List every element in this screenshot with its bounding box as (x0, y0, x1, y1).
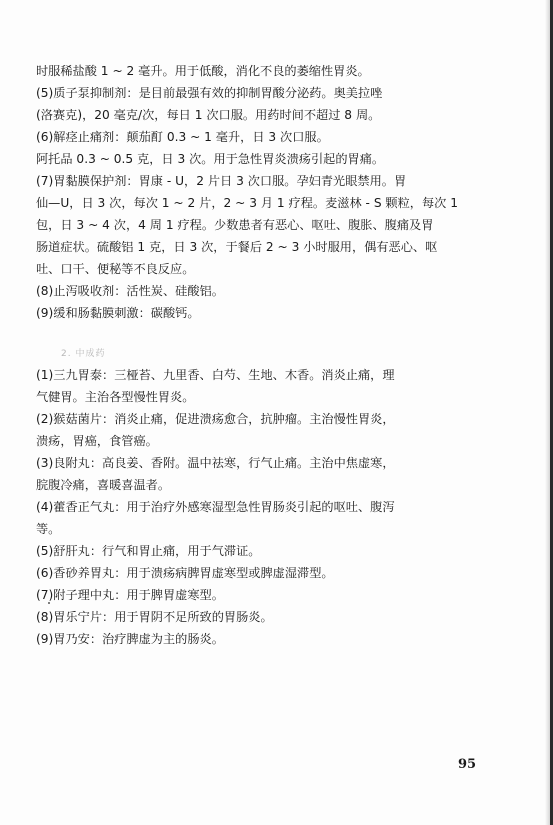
chinese-medicine-section (36, 364, 501, 650)
text-line: (3)良附丸：高良姜、香附。温中祛寒，行气止痛。主治中焦虚寒， (36, 456, 395, 470)
text-line: (6)香砂养胃丸：用于溃疡病脾胃虚寒型或脾虚湿滞型。 (36, 566, 334, 580)
text-line: 肠道症状。硫酸铝 1 克，日 3 次，于餐后 2 ~ 3 小时服用，偶有恶心、呕 (36, 240, 438, 254)
text-line: 吐、口干、便秘等不良反应。 (36, 262, 195, 276)
text-line: (洛赛克)，20 毫克/次，每日 1 次口服。用药时间不超过 8 周。 (36, 108, 381, 122)
text-line: 脘腹冷痛，喜暖喜温者。 (36, 478, 171, 492)
text-line: 溃疡，胃癌，食管癌。 (36, 434, 158, 448)
western-medicine-section (36, 60, 501, 324)
text-line: (4)藿香正气丸：用于治疗外感寒湿型急性胃肠炎引起的呕吐、腹泻 (36, 500, 395, 514)
text-line: (8)胃乐宁片：用于胃阴不足所致的胃肠炎。 (36, 610, 273, 624)
text-line: (5)质子泵抑制剂：是目前最强有效的抑制胃酸分泌药。奥美拉唑 (36, 86, 383, 100)
text-line: (9)缓和肠黏膜刺激：碳酸钙。 (36, 306, 200, 320)
text-line: (9)胃乃安：治疗脾虚为主的肠炎。 (36, 632, 224, 646)
text-line: 时服稀盐酸 1 ~ 2 毫升。用于低酸，消化不良的萎缩性胃炎。 (36, 64, 370, 78)
text-line: (7)附子理中丸：用于脾胃虚寒型。 (36, 588, 224, 602)
text-line: 气健胃。主治各型慢性胃炎。 (36, 390, 195, 404)
text-line: (7)胃黏膜保护剂：胃康 - U，2 片日 3 次口服。孕妇青光眼禁用。胃 (36, 174, 407, 188)
page-number: 95 (458, 757, 477, 772)
text-line: (5)舒肝丸：行气和胃止痛，用于气滞证。 (36, 544, 261, 558)
scan-speck (48, 602, 50, 604)
text-line: (6)解痉止痛剂：颠茄酊 0.3 ~ 1 毫升，日 3 次口服。 (36, 130, 329, 144)
text-line: (8)止泻吸收剂：活性炭、硅酸铝。 (36, 284, 224, 298)
text-line: (1)三九胃泰：三桠苔、九里香、白芍、生地、木香。消炎止痛，理 (36, 368, 395, 382)
text-line: 等。 (36, 522, 61, 536)
text-line: 阿托品 0.3 ~ 0.5 克，日 3 次。用于急性胃炎溃疡引起的胃痛。 (36, 152, 385, 166)
text-line: 包，日 3 ~ 4 次，4 周 1 疗程。少数患者有恶心、呕吐、腹胀、腹痛及胃 (36, 218, 434, 232)
text-line: (2)猴菇菌片：消炎止痛，促进溃疡愈合，抗肿瘤。主治慢性胃炎， (36, 412, 395, 426)
text-line: 仙—U，日 3 次，每次 1 ~ 2 片，2 ~ 3 月 1 疗程。麦滋林 - S 颗粒，每次 1 (36, 196, 458, 210)
section-heading: 2. 中成药 (61, 349, 106, 359)
